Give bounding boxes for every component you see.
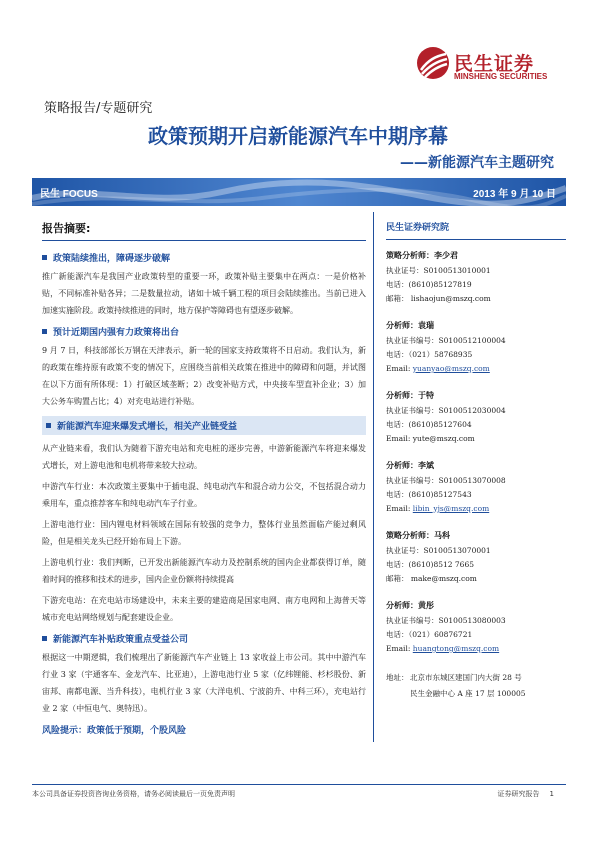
analyst-phone: 电话：(8610)85127604 [386,420,472,429]
analyst-heading: 策略分析师：马科 [386,530,450,540]
section-paragraph: 9 月 7 日，科技部部长万钢在天津表示，新一轮的国家支持政策将不日启动。我们认为，新的政策在维持原有政策不变的情况下，应围绕当前相关政策在推进中的障碍和问题，并试图在以下方面有所体现：1）打破区域垄断；2）改变补贴方式，中央接车型直补企业；3）加大公务车购置占比；4）对充电站进行补贴。 [42,346,366,406]
analyst-heading: 策略分析师：李少君 [386,250,458,260]
analyst-cert: 执业证号：S0100513070001 [386,546,491,555]
footer-right [498,789,554,799]
analyst-card [386,320,566,376]
analyst-cert: 执业证书编号：S0100513080003 [386,616,506,625]
analyst-email[interactable]: yute@mszq.com [412,434,475,443]
square-bullet-icon [46,423,51,428]
square-bullet-icon [42,636,47,641]
risk-warning: 风险提示：政策低于预期，个股风险 [42,726,187,736]
analyst-card [386,460,566,516]
band-label: 民生 FOCUS [40,189,98,200]
analyst-email-row: Email: yute@mszq.com [386,434,475,443]
summary-divider [42,240,366,241]
summary-title: 报告摘要: [42,222,91,235]
section-paragraph: 下游充电站：在充电站市场建设中，未来主要的建造商是国家电网、南方电网和上海普天等城市充电站网络规划与配套建设企业。 [42,596,366,622]
brand-name-en: MINSHENG SECURITIES [454,72,548,81]
brand-name-cn: 民生证券 [454,53,535,75]
footer-divider [32,784,566,785]
analyst-phone: 电话：（021）58768935 [386,350,473,359]
analyst-email-row: Email: huangtong@mszq.com [386,644,500,653]
square-bullet-icon [42,329,47,334]
analyst-email-link[interactable]: libin_yjs@mszq.com [412,504,490,513]
minsheng-logo-icon [416,46,450,80]
report-date: 2013 年 9 月 10 日 [473,189,556,200]
analyst-heading: 分析师：黄彤 [386,600,434,610]
column-divider [373,212,374,742]
analyst-cert: 执业证书编号：S0100513070008 [386,476,506,485]
focus-band [32,178,566,206]
analyst-cert: 执业证书编号：S0100512030004 [386,406,506,415]
footer-disclaimer: 本公司具备证券投资咨询业务资格，请务必阅读最后一页免责声明 [32,790,235,798]
footer-doc-type: 证券研究报告 [497,790,540,798]
report-subtitle: ——新能源汽车主题研究 [400,155,554,171]
summary-column [42,220,366,736]
analyst-email-row: Email: libin_yjs@mszq.com [386,504,490,513]
analyst-email-row: 邮箱： lishaojun@mszq.com [386,294,491,303]
analyst-card [386,250,566,306]
analyst-name: 黄彤 [418,600,434,610]
section-heading: 预计近期国内强有力政策将出台 [42,325,366,338]
analyst-phone: 电话：(8610)8512 7665 [386,560,474,569]
address-line: 北京市东城区建国门内大街 28 号 [410,673,522,682]
analyst-cert: 执业证书编号：S0100512100004 [386,336,506,345]
analyst-email[interactable]: lishaojun@mszq.com [410,294,491,303]
section-paragraph: 推广新能源汽车是我国产业政策转型的重要一环，政策补贴主要集中在两点：一是价格补贴，不同标准补贴各异；二是数量拉动，诸如十城千辆工程的项目会陆续推出。当前已进入加速实施阶段。政策持续推进的同时，地方保护等障碍也有望逐步破解。 [42,272,366,315]
section-paragraph: 从产业链来看，我们认为随着下游充电站和充电桩的逐步完善，中游新能源汽车将迎来爆发式增长，对上游电池和电机将带来较大拉动。 [42,444,366,470]
analyst-email-link[interactable]: yuanyao@mszq.com [412,364,490,373]
section-paragraph: 上游电池行业：国内锂电材料领域在国际有较强的竞争力，整体行业虽然面临产能过剩风险，但是相关龙头已经开始布局上下游。 [42,520,366,546]
analyst-card [386,600,566,656]
analyst-heading: 分析师：于特 [386,390,434,400]
report-title: 政策预期开启新能源汽车中期序幕 [148,124,448,148]
analyst-phone: 电话：（021）60876721 [386,630,473,639]
analyst-name: 于特 [418,390,434,400]
analyst-card [386,390,566,446]
analyst-email-row: 邮箱： make@mszq.com [386,574,477,583]
section-heading: 新能源汽车迎来爆发式增长，相关产业链受益 [42,416,366,435]
square-bullet-icon [42,255,47,260]
analyst-phone: 电话：(8610)85127543 [386,490,472,499]
address-label: 地址： [386,673,409,682]
analyst-name: 马科 [434,530,450,540]
analyst-name: 李斌 [418,460,434,470]
section-paragraph: 中游汽车行业：本次政策主要集中于插电混、纯电动汽车和混合动力公交，不包括混合动力乘用车，重点推荐客车和纯电动汽车子行业。 [42,482,366,508]
analyst-card [386,530,566,586]
address-line: 民生金融中心 A 座 17 层 100005 [410,689,526,698]
section-heading: 新能源汽车补贴政策重点受益公司 [42,632,366,645]
analyst-email-row: Email: yuanyao@mszq.com [386,364,490,373]
page-number: 1 [549,790,554,798]
analyst-phone: 电话：(8610)85127819 [386,280,472,289]
analyst-heading: 分析师：李斌 [386,460,434,470]
sidebar-divider [386,239,566,240]
report-category: 策略报告/专题研究 [44,101,153,116]
analyst-email-link[interactable]: huangtong@mszq.com [412,644,500,653]
analyst-name: 李少君 [434,250,458,260]
brand-logo [416,46,566,86]
analyst-name: 袁瑞 [418,320,434,330]
analyst-heading: 分析师：袁瑞 [386,320,434,330]
analyst-cert: 执业证号：S0100513010001 [386,266,491,275]
office-address [386,670,566,702]
analyst-email[interactable]: make@mszq.com [410,574,477,583]
institute-name: 民生证券研究院 [386,223,450,233]
section-paragraph: 上游电机行业：我们判断，已开发出新能源汽车动力及控制系统的国内企业都获得订单，随着时间的推移和技术的进步，国内企业份额将持续提高 [42,558,366,584]
analyst-sidebar [386,220,566,702]
section-paragraph: 根据这一中期逻辑，我们梳理出了新能源汽车产业链上 13 家收益上市公司。其中中游汽车行业 3 家（宇通客车、金龙汽车、比亚迪），上游电池行业 5 家（亿纬锂能、杉杉股份、新宙邦、南都电源、当升科技），电机行业 3 家（大洋电机、宁波韵升、中科三环），充电站行业 2 家（中恒电气、奥特迅）。 [42,653,366,713]
section-heading: 政策陆续推出，障碍逐步破解 [42,251,366,264]
